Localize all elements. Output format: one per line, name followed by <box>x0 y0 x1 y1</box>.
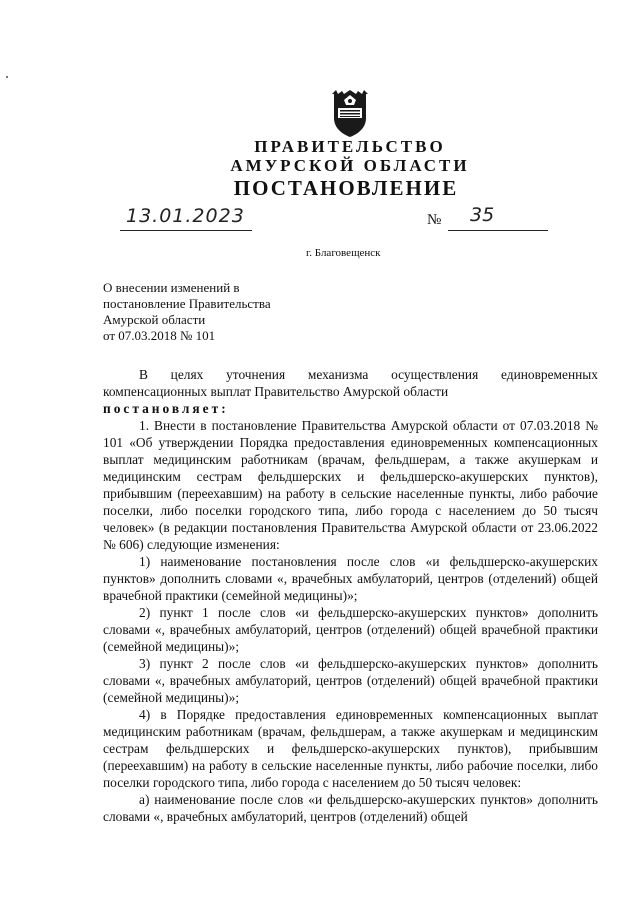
handwritten-number: 35 <box>470 204 495 226</box>
preamble-paragraph: В целях уточнения механизма осуществления единовременных компенсационных выплат Правительство Амурской области <box>103 367 598 399</box>
list-item-1: 1) наименование постановления после слов «и фельдшерско-акушерских пунктов» дополнить словами «, врачебных амбулаторий, центров (отделений) общей врачебной практики (семейной медицины)»; <box>103 554 598 603</box>
date-underline <box>120 230 252 231</box>
government-name-line2: АМУРСКОЙ ОБЛАСТИ <box>230 156 470 175</box>
amur-coat-of-arms-icon <box>328 90 372 138</box>
list-item-4a: а) наименование после слов «и фельдшерско-акушерских пунктов» дополнить словами «, врачебных амбулаторий, центров (отделений) общей <box>103 792 598 824</box>
list-item-3: 3) пункт 2 после слов «и фельдшерско-акушерских пунктов» дополнить словами «, врачебных амбулаторий, центров (отделений) общей врачебной практики (семейной медицины)»; <box>103 656 598 705</box>
scan-speck <box>6 76 8 78</box>
list-item-2: 2) пункт 1 после слов «и фельдшерско-акушерских пунктов» дополнить словами «, врачебных амбулаторий, центров (отделений) общей врачебной практики (семейной медицины)»; <box>103 605 598 654</box>
subject-line: постановление Правительства <box>103 296 271 311</box>
number-label: № <box>427 212 442 228</box>
number-underline <box>448 230 548 231</box>
subject-line: О внесении изменений в <box>103 280 240 295</box>
document-subject <box>103 280 403 344</box>
subject-line: Амурской области <box>103 312 206 327</box>
decree-word: постановляет: <box>103 401 229 416</box>
list-item-4: 4) в Порядке предоставления единовременных компенсационных выплат медицинским работникам (врачам, фельдшерам, а также акушеркам и медицинским сестрам фельдшерских и фельдшерско-акушерских пунктов), прибывшим (переехавшим) на работу в сельские населенные пункты, либо рабочие поселки, либо поселки городского типа, либо города с населением до 50 тысяч человек: <box>103 707 598 790</box>
decree-word-paragraph <box>103 400 598 417</box>
city-name: г. Благовещенск <box>306 247 381 259</box>
document-type-title: ПОСТАНОВЛЕНИЕ <box>233 176 459 200</box>
subject-line: от 07.03.2018 № 101 <box>103 328 216 343</box>
government-name-line1: ПРАВИТЕЛЬСТВО <box>254 137 446 156</box>
handwritten-date: 13.01.2023 <box>126 205 245 227</box>
paragraph-1: 1. Внести в постановление Правительства Амурской области от 07.03.2018 № 101 «Об утверждении Порядка предоставления единовременных компенсационных выплат медицинским работникам (врачам, фельдшерам, а также акушеркам и медицинским сестрам фельдшерских и фельдшерско-акушерских пунктов), прибывшим (переехавшим) на работу в сельские населенные пункты, либо рабочие поселки, либо поселки городского типа, либо города с населением до 50 тысяч человек» (в редакции постановления Правительства Амурской области от 23.06.2022 № 606) следующие изменения: <box>103 418 598 552</box>
document-body <box>103 366 598 825</box>
